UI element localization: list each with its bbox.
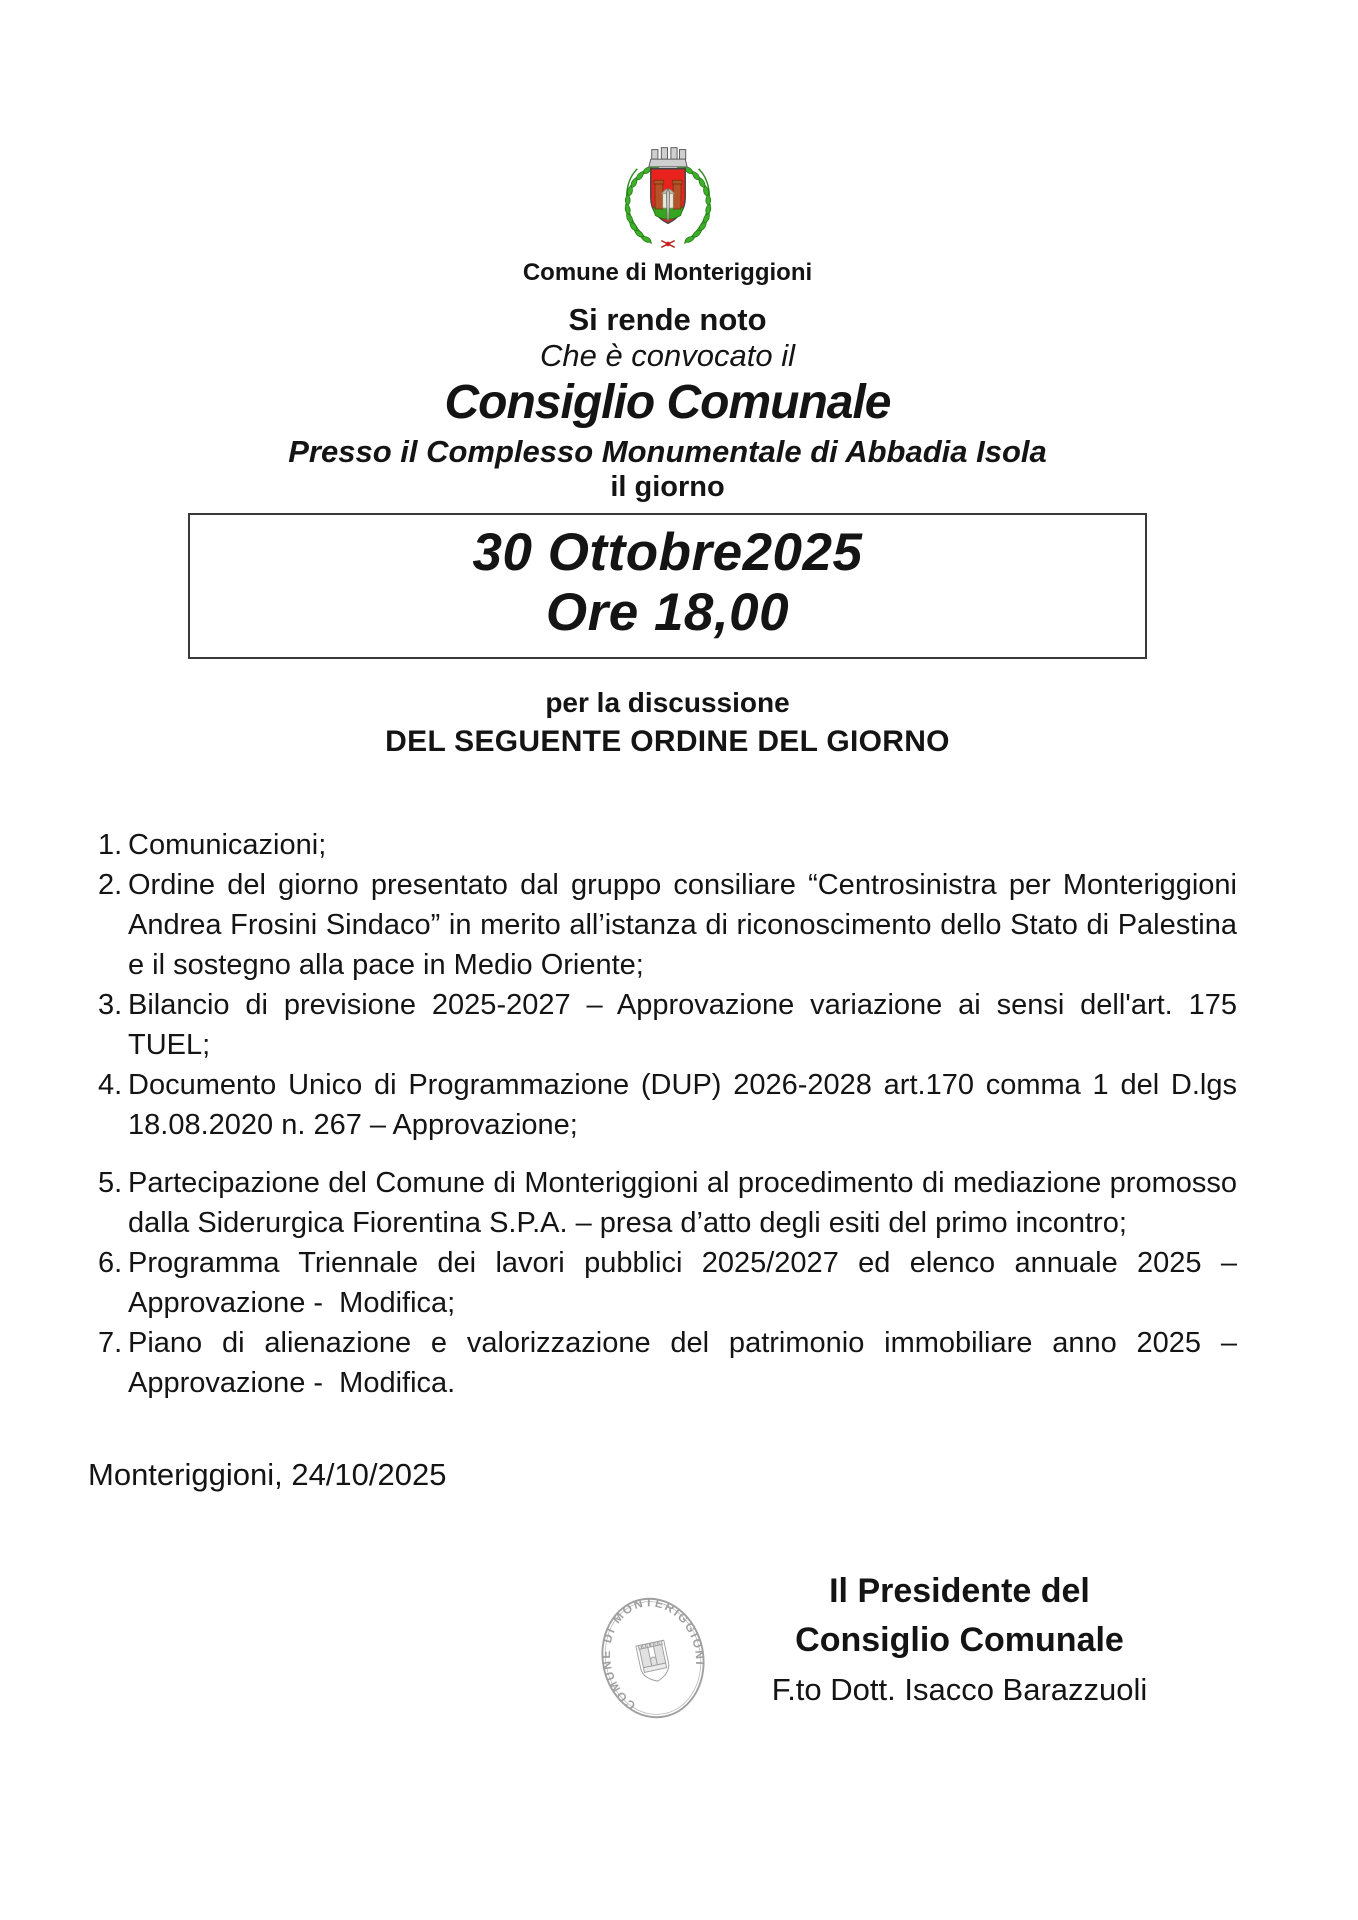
discussion-section: [98, 687, 1237, 759]
agenda-item-number: 5.: [98, 1167, 123, 1199]
signature-text: [732, 1567, 1187, 1714]
venue-line: Presso il Complesso Monumentale di Abbadia Isola: [288, 434, 1047, 469]
municipality-name: Comune di Monteriggioni: [522, 259, 813, 286]
stamp-castle-emblem: [636, 1640, 672, 1684]
notice-intro: Si rende noto: [568, 302, 767, 337]
agenda-item-text: Programma Triennale dei lavori pubblici 2025/2027 ed elenco annuale 2025 – Approvazione - Modifica;: [128, 1247, 1237, 1319]
document-header: [98, 140, 1237, 503]
official-stamp-icon: [588, 1585, 718, 1730]
agenda-item: [98, 1065, 1237, 1145]
place-and-date: Monteriggioni, 24/10/2025: [88, 1457, 447, 1492]
svg-text:COMUNE DI MONTERIGGIONI: [588, 1585, 716, 1717]
agenda-item: [98, 865, 1237, 985]
meeting-date: 30 Ottobre2025: [472, 523, 863, 582]
agenda-item-number: 2.: [98, 869, 123, 901]
convocation-line: Che è convocato il: [539, 338, 796, 373]
signature-block: [98, 1567, 1237, 1827]
agenda-item-text: Documento Unico di Programmazione (DUP) 2026-2028 art.170 comma 1 del D.lgs 18.08.2020 n. 267 – Approvazione;: [128, 1069, 1237, 1141]
discussion-intro: per la discussione: [545, 687, 790, 718]
agenda-item-number: 7.: [98, 1327, 123, 1359]
agenda-item: [98, 1163, 1237, 1243]
agenda-item-number: 3.: [98, 989, 123, 1021]
agenda-item-text: Ordine del giorno presentato dal gruppo consiliare “Centrosinistra per Monteriggioni Andrea Frosini Sindaco” in merito all’istanza di riconoscimento dello Stato di Palestina e il sostegno alla pace in Medio Oriente;: [128, 869, 1237, 981]
agenda-item-text: Bilancio di previsione 2025-2027 – Approvazione variazione ai sensi dell'art. 175 TUEL;: [128, 989, 1237, 1061]
president-title-line1: Il Presidente del: [829, 1572, 1090, 1610]
agenda-item-number: 1.: [98, 829, 123, 861]
agenda-item-text: Piano di alienazione e valorizzazione del patrimonio immobiliare anno 2025 – Approvazione - Modifica.: [128, 1327, 1237, 1399]
agenda-heading: DEL SEGUENTE ORDINE DEL GIORNO: [385, 725, 950, 758]
agenda-item: [98, 1243, 1237, 1323]
signature-name: F.to Dott. Isacco Barazzuoli: [771, 1672, 1148, 1707]
agenda-item-text: Comunicazioni;: [128, 829, 327, 861]
agenda-item: [98, 1323, 1237, 1403]
president-title-line2: Consiglio Comunale: [795, 1621, 1124, 1659]
municipal-coat-of-arms-icon: [620, 140, 716, 255]
council-title: Consiglio Comunale: [444, 376, 891, 429]
stamp-text: COMUNE DI MONTERIGGIONI: [598, 1595, 708, 1713]
agenda-item-number: 6.: [98, 1247, 123, 1279]
meeting-date-box: [188, 513, 1147, 659]
agenda-item-number: 4.: [98, 1069, 123, 1101]
agenda-item: [98, 985, 1237, 1065]
agenda-item-text: Partecipazione del Comune di Monteriggioni al procedimento di mediazione promosso dalla Siderurgica Fiorentina S.P.A. – presa d’atto degli esiti del primo incontro;: [128, 1167, 1237, 1239]
day-label: il giorno: [610, 471, 725, 503]
agenda-list: [98, 825, 1237, 1403]
meeting-time: Ore 18,00: [545, 583, 790, 642]
agenda-item: [98, 825, 1237, 865]
